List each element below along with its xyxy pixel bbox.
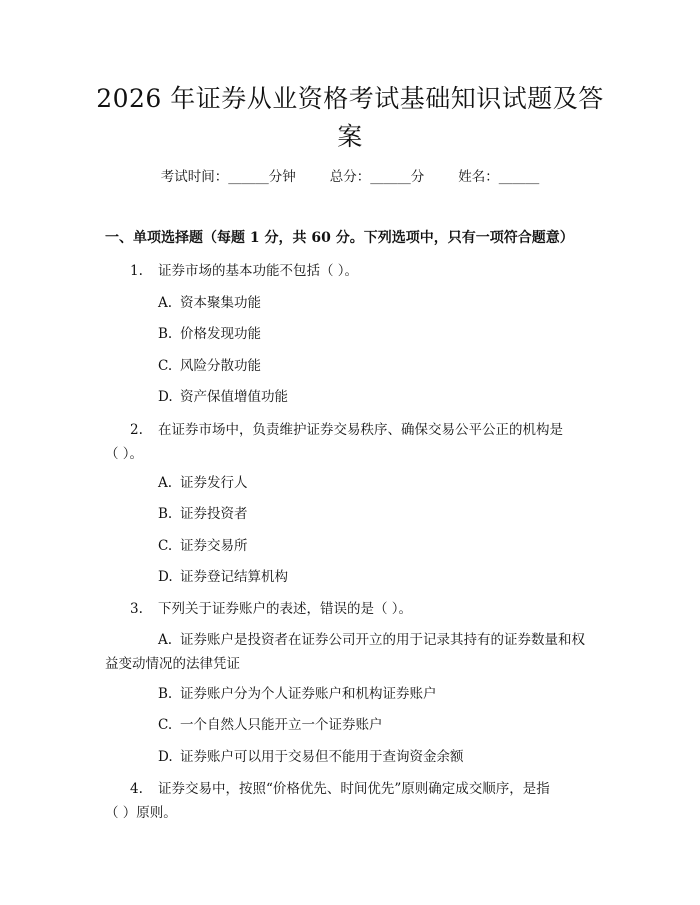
title-line-2: 案 [337,122,363,151]
option-letter: D. [158,749,173,765]
question-2-option-c [158,535,248,557]
option-text: 风险分散功能 [180,358,261,374]
option-text: 一个自然人只能开立一个证券账户 [180,717,383,733]
option-letter: A. [158,632,173,648]
option-text-line-2: 益变动情况的法律凭证 [105,656,240,672]
question-4 [105,777,605,825]
question-2-option-a [158,472,248,494]
name-label: 姓名：______ [458,169,540,185]
option-text: 证券投资者 [180,506,248,522]
question-1-option-b [158,323,261,345]
question-number: 2. [130,422,143,438]
option-text: 证券登记结算机构 [180,569,288,585]
question-2 [105,418,605,466]
question-1-option-d [158,386,288,408]
option-letter: B. [158,506,173,522]
question-text: 下列关于证券账户的表述，错误的是（ ）。 [158,601,413,617]
option-letter: D. [158,569,173,585]
option-text: 证券账户分为个人证券账户和机构证券账户 [180,686,437,702]
question-3-option-d [158,746,464,768]
option-letter: C. [158,717,173,733]
question-number: 4. [130,781,143,797]
option-text: 资本聚集功能 [180,295,261,311]
option-text: 价格发现功能 [180,326,261,342]
option-letter: B. [158,686,173,702]
option-letter: B. [158,326,173,342]
section-heading: 一、单项选择题（每题 1 分，共 60 分。下列选项中，只有一项符合题意） [105,230,574,246]
option-text: 资产保值增值功能 [180,389,288,405]
total-score-label: 总分：______分 [329,169,425,185]
option-letter: C. [158,538,173,554]
question-text-line-2: （ ）原则。 [105,805,177,821]
question-1 [130,260,358,282]
question-number: 1. [130,263,143,279]
option-text: 证券账户可以用于交易但不能用于查询资金余额 [180,749,464,765]
question-text-line-1: 在证券市场中，负责维护证券交易秩序、确保交易公平公正的机构是 [158,422,563,438]
exam-info [0,167,700,187]
document-title [90,80,610,156]
question-text-line-2: （ ）。 [105,446,144,462]
question-1-option-c [158,355,261,377]
option-text: 证券发行人 [180,475,248,491]
question-text: 证券市场的基本功能不包括（ ）。 [158,263,359,279]
option-text: 证券交易所 [180,538,248,554]
option-letter: C. [158,358,173,374]
question-number: 3. [130,601,143,617]
question-3-option-a [105,628,605,676]
question-3 [130,598,412,620]
question-3-option-c [158,714,383,736]
exam-time-label: 考试时间：______分钟 [160,169,296,185]
option-letter: A. [158,475,173,491]
option-letter: A. [158,295,173,311]
question-2-option-d [158,566,288,588]
title-line-1: 2026 年证券从业资格考试基础知识试题及答 [96,84,604,113]
option-letter: D. [158,389,173,405]
question-text-line-1: 证券交易中，按照“价格优先、时间优先”原则确定成交顺序，是指 [158,781,550,797]
option-text-line-1: 证券账户是投资者在证券公司开立的用于记录其持有的证券数量和权 [180,632,585,648]
question-3-option-b [158,683,437,705]
question-1-option-a [158,292,261,314]
question-2-option-b [158,503,248,525]
